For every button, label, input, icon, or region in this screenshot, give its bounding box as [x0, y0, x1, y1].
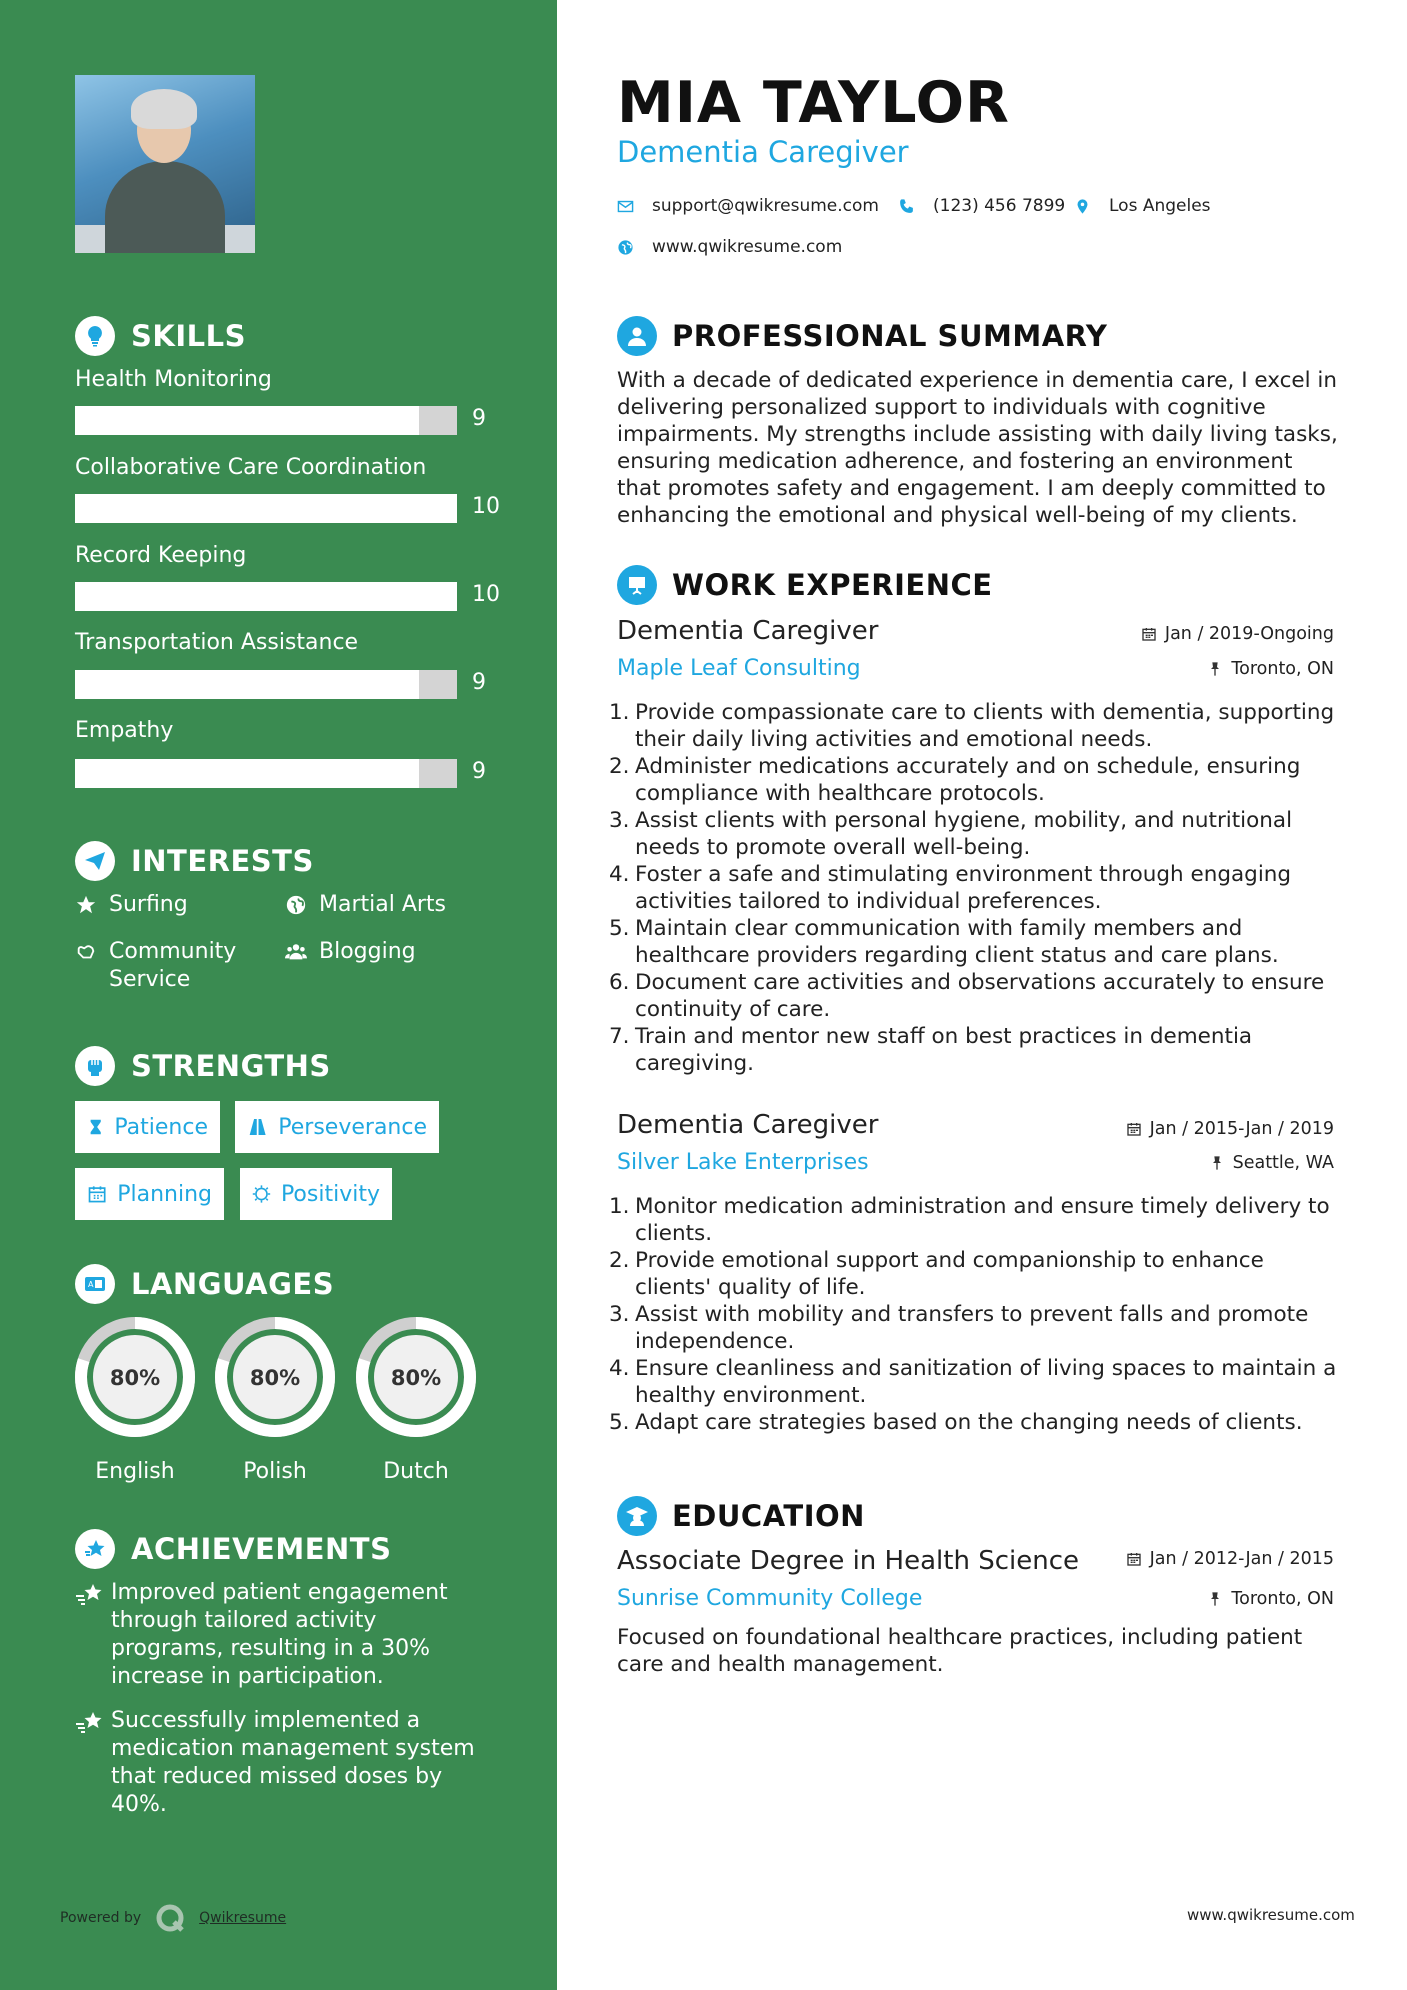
skill-bar — [75, 670, 457, 699]
list-item: 7. Train and mentor new staff on best practices in dementia caregiving. — [609, 1024, 1253, 1076]
contact-phone[interactable]: (123) 456 7899 — [898, 196, 1065, 216]
envelope-icon — [617, 198, 634, 215]
calendar-icon — [1126, 1121, 1142, 1137]
skill-bar — [75, 582, 457, 611]
pin-icon — [1207, 1591, 1223, 1607]
fist-icon — [75, 1046, 115, 1086]
powered-by-label: Powered by — [60, 1910, 142, 1926]
language-ring — [354, 1315, 478, 1439]
candidate-name: MIA TAYLOR — [617, 70, 1010, 136]
interest-item: Surfing — [75, 891, 188, 919]
language-percent: 80% — [390, 1366, 442, 1390]
skills-header — [75, 316, 246, 356]
footer-url[interactable]: www.qwikresume.com — [1187, 1906, 1355, 1924]
language-ring — [213, 1315, 337, 1439]
achievement-item: Successfully implemented a medication management system that reduced missed doses by 40%. — [75, 1707, 495, 1819]
candidate-title: Dementia Caregiver — [617, 135, 909, 169]
education-location: Toronto, ON — [1207, 1589, 1334, 1609]
contact-email[interactable]: support@qwikresume.com — [617, 196, 879, 216]
powered-by — [60, 1903, 286, 1933]
experience-header — [617, 565, 993, 605]
hourglass-icon — [87, 1116, 104, 1138]
job-role: Dementia Caregiver — [617, 616, 879, 646]
strength-badge: Positivity — [240, 1168, 392, 1220]
education-degree: Associate Degree in Health Science — [617, 1546, 1079, 1576]
list-item: 1. Provide compassionate care to clients with dementia, supporting their daily living activities and emotional needs. — [609, 700, 1335, 752]
job-bullets — [609, 699, 1339, 1077]
interest-item: Community Service — [75, 938, 255, 994]
language-ring — [73, 1315, 197, 1439]
skill-value: 9 — [472, 406, 486, 431]
education-title: EDUCATION — [672, 1499, 865, 1533]
list-item: 1. Monitor medication administration and ensure timely delivery to clients. — [609, 1194, 1330, 1246]
hand-icon — [75, 938, 101, 966]
language-name: English — [95, 1459, 175, 1484]
skill-name: Record Keeping — [75, 543, 247, 568]
user-icon — [617, 316, 657, 356]
users-icon — [285, 938, 311, 966]
lightbulb-icon — [75, 316, 115, 356]
education-school: Sunrise Community College — [617, 1586, 923, 1611]
contact-location: Los Angeles — [1074, 196, 1211, 216]
language-percent: 80% — [109, 1366, 161, 1390]
achievements-title: ACHIEVEMENTS — [131, 1532, 392, 1566]
summary-title: PROFESSIONAL SUMMARY — [672, 319, 1108, 353]
languages-title: LANGUAGES — [131, 1267, 335, 1301]
road-icon — [247, 1116, 268, 1138]
interests-header — [75, 841, 314, 881]
strength-badge: Planning — [75, 1168, 224, 1220]
globe-icon — [285, 891, 311, 919]
skill-value: 10 — [472, 494, 500, 519]
job-dates: Jan / 2019-Ongoing — [1141, 624, 1334, 644]
calendar-icon — [1141, 626, 1157, 642]
translate-icon — [75, 1264, 115, 1304]
job-location: Seattle, WA — [1209, 1153, 1334, 1173]
job-dates: Jan / 2015-Jan / 2019 — [1126, 1119, 1334, 1139]
achievements-header — [75, 1529, 391, 1569]
list-item: 6. Document care activities and observations accurately to ensure continuity of care. — [609, 970, 1325, 1022]
paper-plane-icon — [75, 841, 115, 881]
experience-title: WORK EXPERIENCE — [672, 568, 993, 602]
strength-badge: Patience — [75, 1101, 220, 1153]
list-item: 4. Foster a safe and stimulating environment through engaging activities tailored to individual preferences. — [609, 862, 1292, 914]
language-item — [354, 1315, 478, 1484]
skill-bar — [75, 759, 457, 788]
strength-badge: Perseverance — [235, 1101, 439, 1153]
language-item — [73, 1315, 197, 1484]
job-role: Dementia Caregiver — [617, 1110, 879, 1140]
list-item: 2. Provide emotional support and companionship to enhance clients' quality of life. — [609, 1248, 1264, 1300]
star-icon — [75, 891, 101, 919]
graduate-icon — [617, 1496, 657, 1536]
skill-name: Health Monitoring — [75, 367, 272, 392]
education-header — [617, 1496, 865, 1536]
job-company: Silver Lake Enterprises — [617, 1150, 869, 1175]
achievement-item: Improved patient engagement through tailored activity programs, resulting in a 30% increase in participation. — [75, 1579, 495, 1691]
language-name: Dutch — [383, 1459, 449, 1484]
skill-name: Transportation Assistance — [75, 630, 359, 655]
list-item: 5. Maintain clear communication with family members and healthcare providers regarding client status and care plans. — [609, 916, 1279, 968]
list-item: 3. Assist with mobility and transfers to prevent falls and promote independence. — [609, 1302, 1309, 1354]
strengths-header — [75, 1046, 331, 1086]
sidebar — [0, 0, 557, 1990]
job-location: Toronto, ON — [1207, 659, 1334, 679]
skill-value: 10 — [472, 582, 500, 607]
contact-website[interactable]: www.qwikresume.com — [617, 237, 842, 257]
language-item — [213, 1315, 337, 1484]
qwikresume-logo-icon — [155, 1903, 185, 1933]
globe-icon — [617, 239, 634, 256]
list-item: 3. Assist clients with personal hygiene, mobility, and nutritional needs to promote overall well-being. — [609, 808, 1293, 860]
job-company: Maple Leaf Consulting — [617, 656, 861, 681]
skill-bar — [75, 494, 457, 523]
skill-value: 9 — [472, 759, 486, 784]
rocket-star-icon — [75, 1529, 115, 1569]
language-name: Polish — [243, 1459, 307, 1484]
summary-header — [617, 316, 1107, 356]
phone-icon — [898, 198, 915, 215]
interests-title: INTERESTS — [131, 844, 314, 878]
list-item: 2. Administer medications accurately and on schedule, ensuring compliance with healthcare protocols. — [609, 754, 1301, 806]
skill-name: Empathy — [75, 718, 174, 743]
strengths-title: STRENGTHS — [131, 1049, 331, 1083]
profile-photo — [75, 75, 255, 253]
skill-name: Collaborative Care Coordination — [75, 455, 427, 480]
job-bullets — [609, 1193, 1339, 1436]
skill-value: 9 — [472, 670, 486, 695]
skills-title: SKILLS — [131, 319, 246, 353]
svg-text:A: A — [88, 1280, 94, 1289]
education-dates: Jan / 2012-Jan / 2015 — [1126, 1549, 1334, 1569]
education-description: Focused on foundational healthcare practices, including patient care and health management. — [617, 1625, 1303, 1677]
summary-text: With a decade of dedicated experience in dementia care, I excel in delivering personalized support to individuals with cognitive impairments. My strengths include assisting with daily living tasks, ensuring medication adherence, and fostering an environment that promotes safety and engagement. I am deeply committed to enhancing the emotional and physical well-being of my clients. — [617, 368, 1338, 528]
calendar-icon — [1126, 1551, 1142, 1567]
list-item: 4. Ensure cleanliness and sanitization of living spaces to maintain a healthy environment. — [609, 1356, 1337, 1408]
interest-item: Martial Arts — [285, 891, 446, 919]
sun-icon — [252, 1183, 271, 1205]
interest-item: Blogging — [285, 938, 416, 966]
rocket-star-icon — [75, 1707, 111, 1819]
languages-header — [75, 1264, 334, 1304]
pin-icon — [1209, 1155, 1225, 1171]
qwikresume-link[interactable]: Qwikresume — [199, 1910, 287, 1926]
calendar-icon — [87, 1183, 107, 1205]
skill-bar — [75, 406, 457, 435]
rocket-star-icon — [75, 1579, 111, 1691]
presentation-icon — [617, 565, 657, 605]
language-percent: 80% — [249, 1366, 301, 1390]
map-pin-icon — [1074, 198, 1091, 215]
list-item: 5. Adapt care strategies based on the changing needs of clients. — [609, 1410, 1303, 1435]
pin-icon — [1207, 661, 1223, 677]
